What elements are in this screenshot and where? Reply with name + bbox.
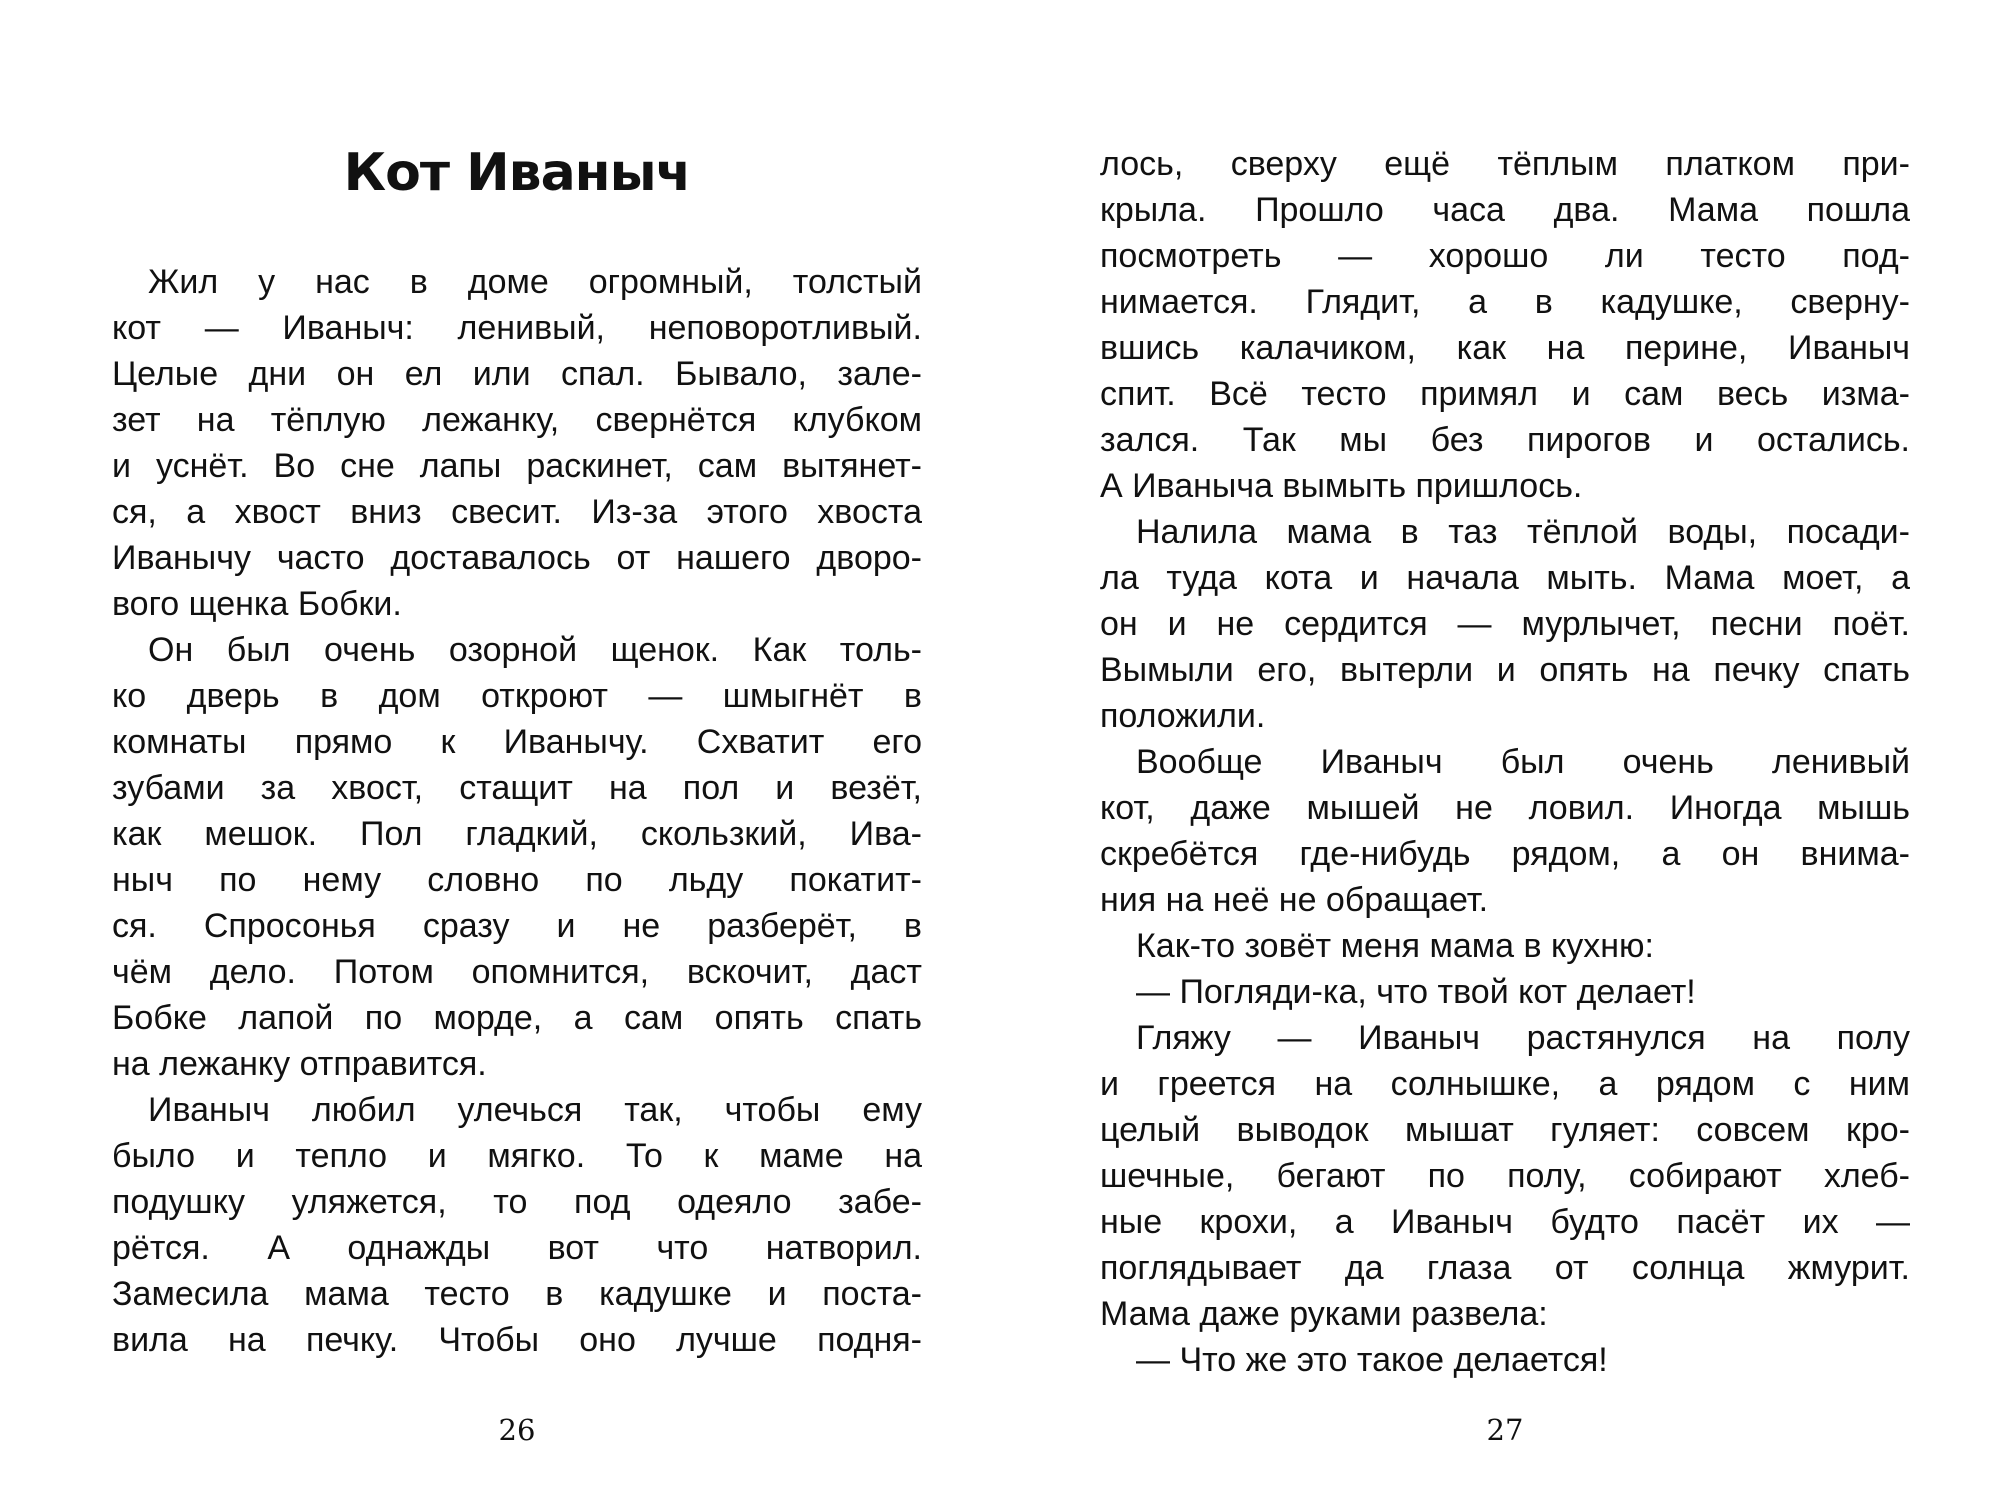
text-line: Вымыли его, вытерли и опять на печку спать [1100,651,1910,689]
text-line: ла туда кота и начала мыть. Мама моет, а [1100,559,1910,597]
text-line: зет на тёплую лежанку, свернётся клубком [112,401,922,439]
text-line: целый выводок мышат гуляет: совсем кро- [1100,1111,1910,1149]
text-line: А Иваныча вымыть пришлось. [1100,467,1583,505]
text-line: и уснёт. Во сне лапы раскинет, сам вытянет- [112,447,922,485]
text-line: чём дело. Потом опомнится, вскочит, даст [112,953,922,991]
text-line: зался. Так мы без пирогов и остались. [1100,421,1910,459]
text-line: нимается. Глядит, а в кадушке, сверну- [1100,283,1910,321]
text-line: Замесила мама тесто в кадушке и поста- [112,1275,922,1313]
page-number-right: 27 [1486,1413,1524,1447]
text-line: зубами за хвост, стащит на пол и везёт, [112,769,922,807]
text-line: шечные, бегают по полу, собирают хлеб- [1100,1157,1910,1195]
text-line: лось, сверху ещё тёплым платком при- [1100,145,1910,183]
text-line: на лежанку отправится. [112,1045,487,1083]
text-line: вшись калачиком, как на перине, Иваныч [1100,329,1910,367]
text-line: он и не сердится — мурлычет, песни поёт. [1100,605,1910,643]
text-line: Он был очень озорной щенок. Как толь- [148,631,922,669]
text-line: — Погляди-ка, что твой кот делает! [1136,973,1696,1011]
text-line: ся. Спросонья сразу и не разберёт, в [112,907,922,945]
text-line: вила на печку. Чтобы оно лучше подня- [112,1321,922,1359]
text-line: Налила мама в таз тёплой воды, посади- [1136,513,1910,551]
text-line: и греется на солнышке, а рядом с ним [1100,1065,1910,1103]
text-line: ныч по нему словно по льду покатит- [112,861,922,899]
text-line: поглядывает да глаза от солнца жмурит. [1100,1249,1910,1287]
left-page-text [112,259,922,1363]
text-line: подушку уляжется, то под одеяло забе- [112,1183,922,1221]
text-line: крыла. Прошло часа два. Мама пошла [1100,191,1910,229]
text-line: кот — Иваныч: ленивый, неповоротливый. [112,309,922,347]
text-line: — Что же это такое делается! [1136,1341,1608,1379]
text-line: Жил у нас в доме огромный, толстый [148,263,922,301]
text-line: рётся. А однажды вот что натворил. [112,1229,922,1267]
text-line: как мешок. Пол гладкий, скользкий, Ива- [112,815,922,853]
text-line: Иванычу часто доставалось от нашего дворо- [112,539,922,577]
text-line: посмотреть — хорошо ли тесто под- [1100,237,1910,275]
text-line: положили. [1100,697,1266,735]
page-number-left: 26 [498,1413,536,1447]
right-page-text [1100,141,1910,1383]
text-line: вого щенка Бобки. [112,585,402,623]
text-line: скребётся где-нибудь рядом, а он внима- [1100,835,1910,873]
text-line: Вообще Иваныч был очень ленивый [1136,743,1910,781]
text-line: Мама даже руками развела: [1100,1295,1548,1333]
text-line: Гляжу — Иваныч растянулся на полу [1136,1019,1910,1057]
text-line: было и тепло и мягко. То к маме на [112,1137,922,1175]
right-page [1100,0,1910,1500]
text-line: кот, даже мышей не ловил. Иногда мышь [1100,789,1910,827]
text-line: ся, а хвост вниз свесит. Из-за этого хвоста [112,493,922,531]
text-line: ные крохи, а Иваныч будто пасёт их — [1100,1203,1910,1241]
story-title: Кот Иваныч [343,143,691,203]
text-line: спит. Всё тесто примял и сам весь изма- [1100,375,1910,413]
text-line: Иваныч любил улечься так, чтобы ему [148,1091,922,1129]
text-line: ния на неё не обращает. [1100,881,1489,919]
text-line: Бобке лапой по морде, а сам опять спать [112,999,922,1037]
text-line: комнаты прямо к Иванычу. Схватит его [112,723,922,761]
left-page [112,0,922,1500]
text-line: ко дверь в дом откроют — шмыгнёт в [112,677,922,715]
text-line: Как-то зовёт меня мама в кухню: [1136,927,1654,965]
text-line: Целые дни он ел или спал. Бывало, зале- [112,355,922,393]
